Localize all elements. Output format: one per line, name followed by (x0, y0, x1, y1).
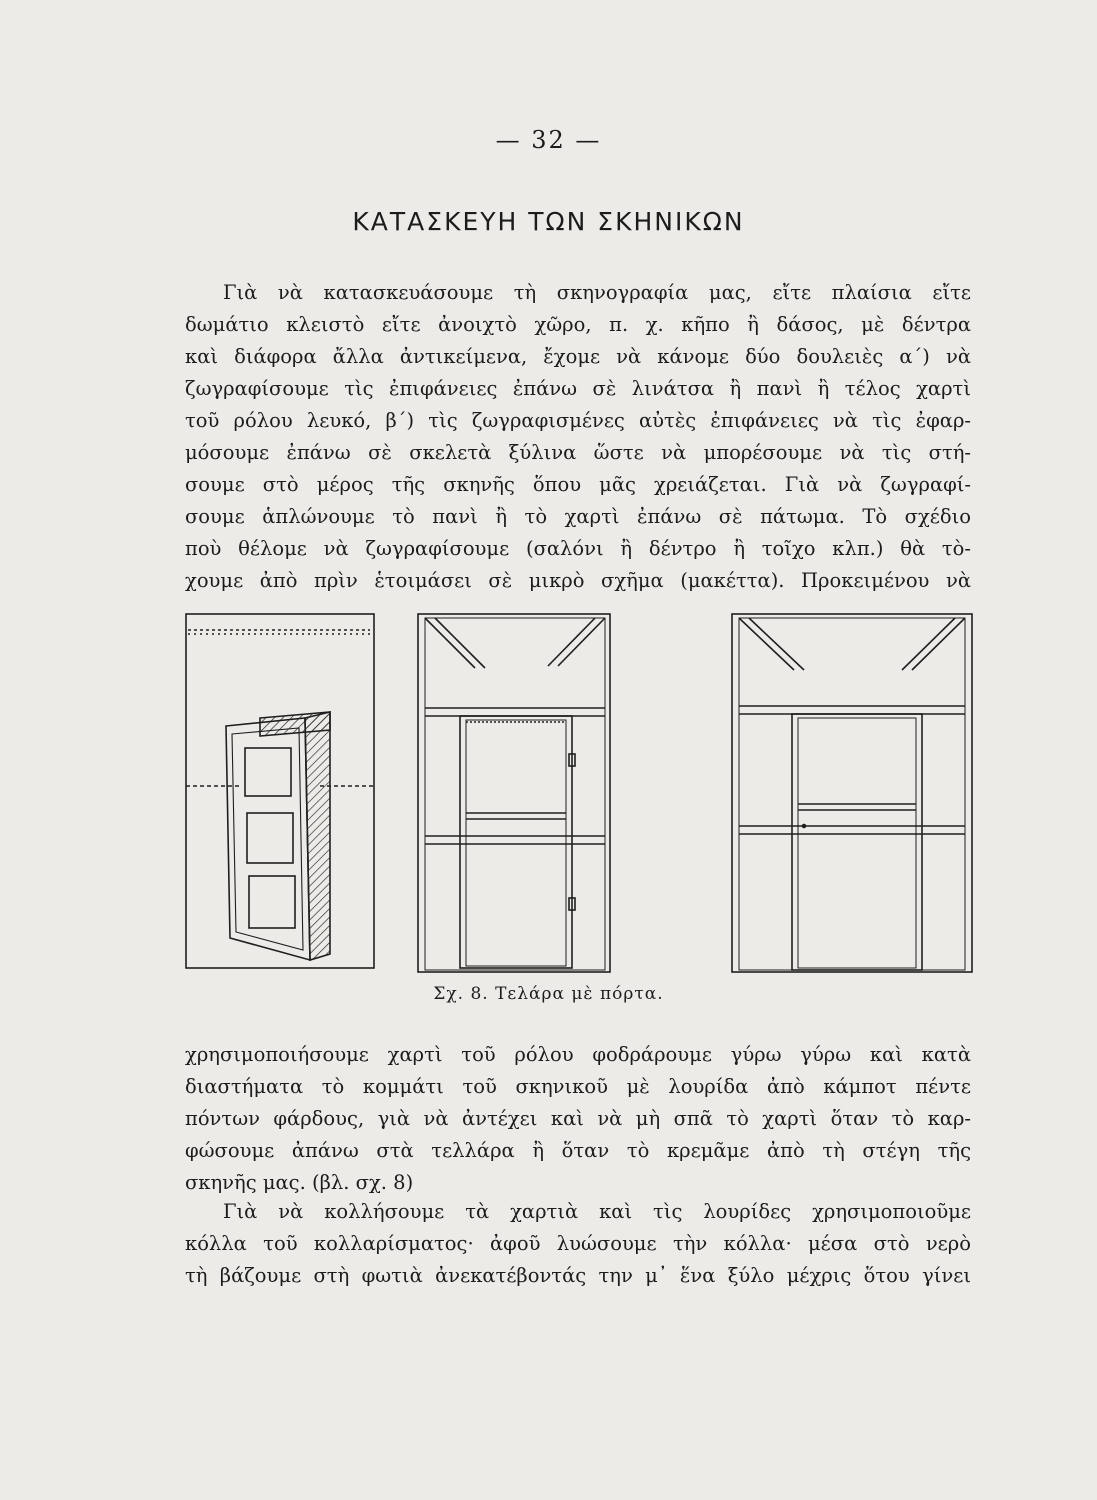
text-line: τὴ βάζουμε στὴ φωτιὰ ἀνεκατέβοντάς την μ᾽ ἕνα ξύλο μέχρις ὅτου γίνει (185, 1264, 971, 1287)
paragraph-2 (185, 1039, 971, 1199)
text-line: φώσουμε ἀπάνω στὰ τελλάρα ἢ ὅταν τὸ κρεμᾶμε ἀπὸ τὴ στέγη τῆς (185, 1139, 971, 1162)
text-line: χρησιμοποιήσουμε χαρτὶ τοῦ ρόλου φοδράρουμε γύρω γύρω καὶ κατὰ (185, 1043, 971, 1066)
frame-with-door-opening-drawing (732, 614, 972, 972)
text-line: δωμάτιο κλειστὸ εἴτε ἀνοιχτὸ χῶρο, π. χ. κῆπο ἢ δάσος, μὲ δέντρα (185, 313, 971, 336)
text-line: πόντων φάρδους, γιὰ νὰ ἀντέχει καὶ νὰ μὴ σπᾶ τὸ χαρτὶ ὅταν τὸ καρ- (185, 1107, 971, 1130)
paragraph-3 (185, 1196, 971, 1292)
text-line: Γιὰ νὰ κολλήσουμε τὰ χαρτιὰ καὶ τὶς λουρίδες χρησιμοποιοῦμε (223, 1200, 971, 1223)
chapter-title: ΚΑΤΑΣΚΕΥΗ ΤΩΝ ΣΚΗΝΙΚΩΝ (352, 207, 745, 236)
text-line: κόλλα τοῦ κολλαρίσματος· ἀφοῦ λυώσουμε τὴν κόλλα· μέσα στὸ νερὸ (185, 1232, 971, 1255)
text-line: Γιὰ νὰ κατασκευάσουμε τὴ σκηνογραφία μας, εἴτε πλαίσια εἴτε (223, 281, 971, 304)
text-line: μόσουμε ἐπάνω σὲ σκελετὰ ξύλινα ὥστε νὰ μπορέσουμε νὰ τὶς στή- (185, 441, 971, 464)
page-number: — 32 — (495, 126, 602, 154)
text-line: τοῦ ρόλου λευκό, β΄) τὶς ζωγραφισμένες αὐτὲς ἐπιφάνειες νὰ τὶς ἐφαρ- (185, 409, 971, 432)
flat-with-open-door-drawing (186, 614, 374, 968)
figure-caption: Σχ. 8. Τελάρα μὲ πόρτα. (433, 984, 664, 1004)
door-frame-drawing (418, 614, 610, 972)
text-line: σουμε στὸ μέρος τῆς σκηνῆς ὅπου μᾶς χρειάζεται. Γιὰ νὰ ζωγραφί- (185, 473, 971, 496)
paragraph-1 (185, 277, 971, 597)
text-line: σκηνῆς μας. (βλ. σχ. 8) (185, 1171, 414, 1194)
text-line: διαστήματα τὸ κομμάτι τοῦ σκηνικοῦ μὲ λουρίδα ἀπὸ κάμποτ πέντε (185, 1075, 971, 1098)
text-line: καὶ διάφορα ἄλλα ἀντικείμενα, ἔχομε νὰ κάνομε δύο δουλειὲς α΄) νὰ (185, 345, 971, 368)
text-line: ζωγραφίσουμε τὶς ἐπιφάνειες ἐπάνω σὲ λινάτσα ἢ πανὶ ἢ τέλος χαρτὶ (185, 377, 971, 400)
text-line: σουμε ἁπλώνουμε τὸ πανὶ ἢ τὸ χαρτὶ ἐπάνω σὲ πάτωμα. Τὸ σχέδιο (185, 505, 971, 528)
text-line: ποὺ θέλομε νὰ ζωγραφίσουμε (σαλόνι ἢ δέντρο ἢ τοῖχο κλπ.) θὰ τὸ- (185, 537, 971, 560)
figure-door-frames (180, 608, 980, 978)
text-line: χουμε ἀπὸ πρὶν ἑτοιμάσει σὲ μικρὸ σχῆμα (μακέττα). Προκειμένου νὰ (185, 569, 971, 592)
